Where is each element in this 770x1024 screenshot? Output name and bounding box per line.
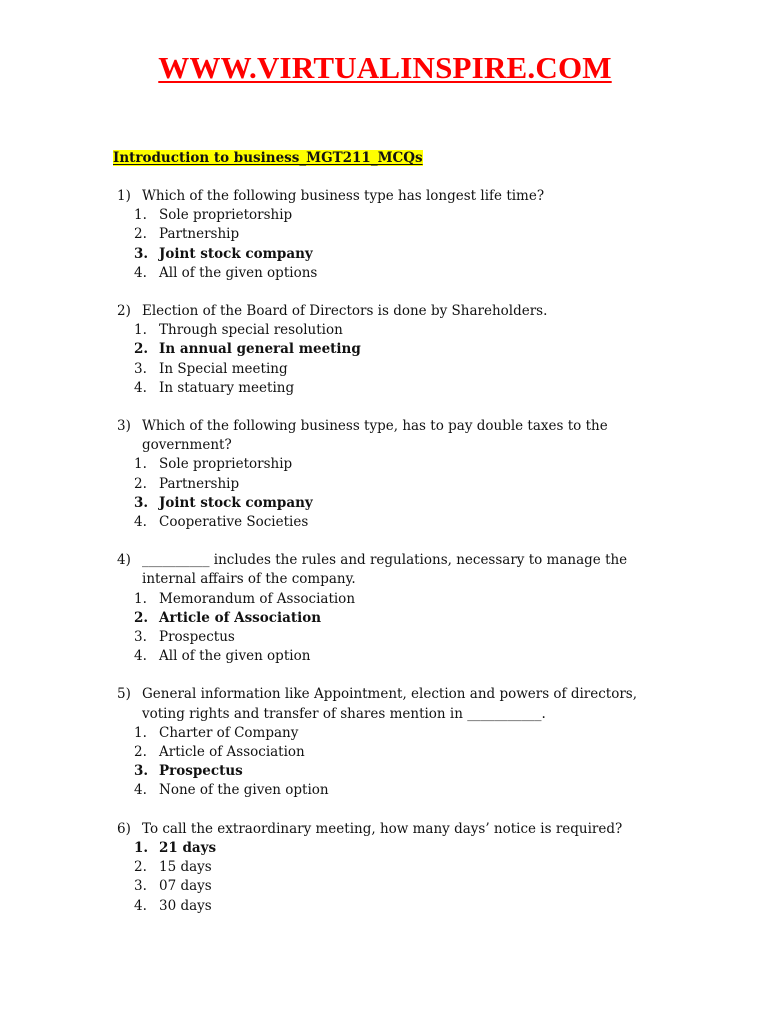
option-list: [134, 206, 647, 283]
option-list: [134, 590, 647, 667]
question-item: [117, 685, 647, 800]
option-number: 1.: [134, 590, 147, 607]
option-text: Partnership: [159, 475, 240, 492]
option-item-correct: [134, 245, 647, 264]
option-text: Sole proprietorship: [159, 207, 293, 224]
option-number: 2.: [134, 609, 149, 626]
question-text: Which of the following business type, has to pay double taxes to the government?: [142, 418, 612, 454]
site-title: [0, 48, 770, 88]
option-text: 07 days: [159, 878, 212, 895]
question-number: 6): [117, 820, 131, 837]
question-body: [134, 302, 647, 398]
option-number: 3.: [134, 360, 147, 377]
option-item: [134, 264, 647, 283]
question-body: [134, 417, 647, 532]
option-text: 15 days: [159, 859, 212, 876]
question-list: [117, 187, 647, 935]
option-item: [134, 360, 647, 379]
option-text: Charter of Company: [159, 724, 299, 741]
option-list: [134, 724, 647, 801]
option-item: [134, 628, 647, 647]
option-item: [134, 513, 647, 532]
option-item: [134, 206, 647, 225]
option-number: 3.: [134, 245, 149, 262]
question-item: [117, 551, 647, 666]
option-item: [134, 877, 647, 896]
option-item: [134, 858, 647, 877]
option-text: All of the given options: [159, 264, 318, 281]
option-item: [134, 724, 647, 743]
option-text: Memorandum of Association: [159, 590, 356, 607]
option-item: [134, 455, 647, 474]
option-number: 3.: [134, 763, 149, 780]
question-number: 5): [117, 686, 131, 703]
option-number: 2.: [134, 226, 147, 243]
question-item: [117, 417, 647, 532]
option-number: 1.: [134, 839, 149, 856]
option-item: [134, 475, 647, 494]
option-number: 1.: [134, 207, 147, 224]
question-text: Election of the Board of Directors is done by Shareholders.: [142, 303, 548, 320]
option-item: [134, 321, 647, 340]
option-text: 30 days: [159, 897, 212, 914]
question-item: [117, 302, 647, 398]
option-item: [134, 897, 647, 916]
option-list: [134, 455, 647, 532]
option-number: 4.: [134, 514, 147, 531]
option-number: 1.: [134, 456, 147, 473]
option-number: 2.: [134, 475, 147, 492]
option-item-correct: [134, 839, 647, 858]
option-item: [134, 781, 647, 800]
option-number: 1.: [134, 724, 147, 741]
option-item-correct: [134, 762, 647, 781]
question-body: [134, 187, 647, 283]
option-text: In annual general meeting: [159, 341, 361, 358]
option-number: 4.: [134, 379, 147, 396]
option-number: 4.: [134, 897, 147, 914]
option-text: All of the given option: [159, 648, 311, 665]
option-item-correct: [134, 609, 647, 628]
option-number: 3.: [134, 494, 149, 511]
option-number: 1.: [134, 322, 147, 339]
question-text: General information like Appointment, election and powers of directors, voting rights and transfer of shares mention in ___________.: [142, 686, 642, 722]
option-number: 4.: [134, 782, 147, 799]
question-body: [134, 551, 647, 666]
option-number: 2.: [134, 744, 147, 761]
option-text: Prospectus: [159, 763, 243, 780]
question-item: [117, 820, 647, 916]
question-item: [117, 187, 647, 283]
option-text: Cooperative Societies: [159, 514, 309, 531]
option-list: [134, 839, 647, 916]
option-number: 2.: [134, 341, 149, 358]
question-text: Which of the following business type has longest life time?: [142, 188, 545, 204]
option-item: [134, 225, 647, 244]
option-text: In statuary meeting: [159, 379, 295, 396]
option-item: [134, 743, 647, 762]
document-heading: [113, 149, 423, 168]
question-number: 3): [117, 418, 131, 435]
site-title-text[interactable]: WWW.VIRTUALINSPIRE.COM: [158, 50, 612, 85]
option-text: Sole proprietorship: [159, 456, 293, 473]
option-text: 21 days: [159, 839, 217, 856]
question-body: [134, 820, 647, 916]
option-text: None of the given option: [159, 782, 329, 799]
option-text: Through special resolution: [159, 322, 343, 339]
option-number: 3.: [134, 878, 147, 895]
option-item: [134, 590, 647, 609]
option-text: Article of Association: [159, 609, 322, 626]
option-text: Joint stock company: [159, 245, 313, 262]
option-number: 3.: [134, 629, 147, 646]
question-body: [134, 685, 647, 800]
question-text: To call the extraordinary meeting, how many days’ notice is required?: [142, 820, 623, 837]
option-text: Joint stock company: [159, 494, 313, 511]
option-text: In Special meeting: [159, 360, 288, 377]
option-list: [134, 321, 647, 398]
option-number: 4.: [134, 264, 147, 281]
option-text: Partnership: [159, 226, 240, 243]
option-item: [134, 647, 647, 666]
question-text: __________ includes the rules and regulations, necessary to manage the internal affairs of the company.: [142, 552, 632, 588]
option-item-correct: [134, 494, 647, 513]
option-text: Prospectus: [159, 629, 235, 646]
question-number: 2): [117, 303, 131, 320]
option-number: 2.: [134, 859, 147, 876]
document-heading-text: Introduction to business_MGT211_MCQs: [113, 150, 423, 166]
question-number: 4): [117, 552, 131, 569]
option-text: Article of Association: [159, 744, 305, 761]
option-item-correct: [134, 340, 647, 359]
option-number: 4.: [134, 648, 147, 665]
question-number: 1): [117, 188, 131, 204]
option-item: [134, 379, 647, 398]
